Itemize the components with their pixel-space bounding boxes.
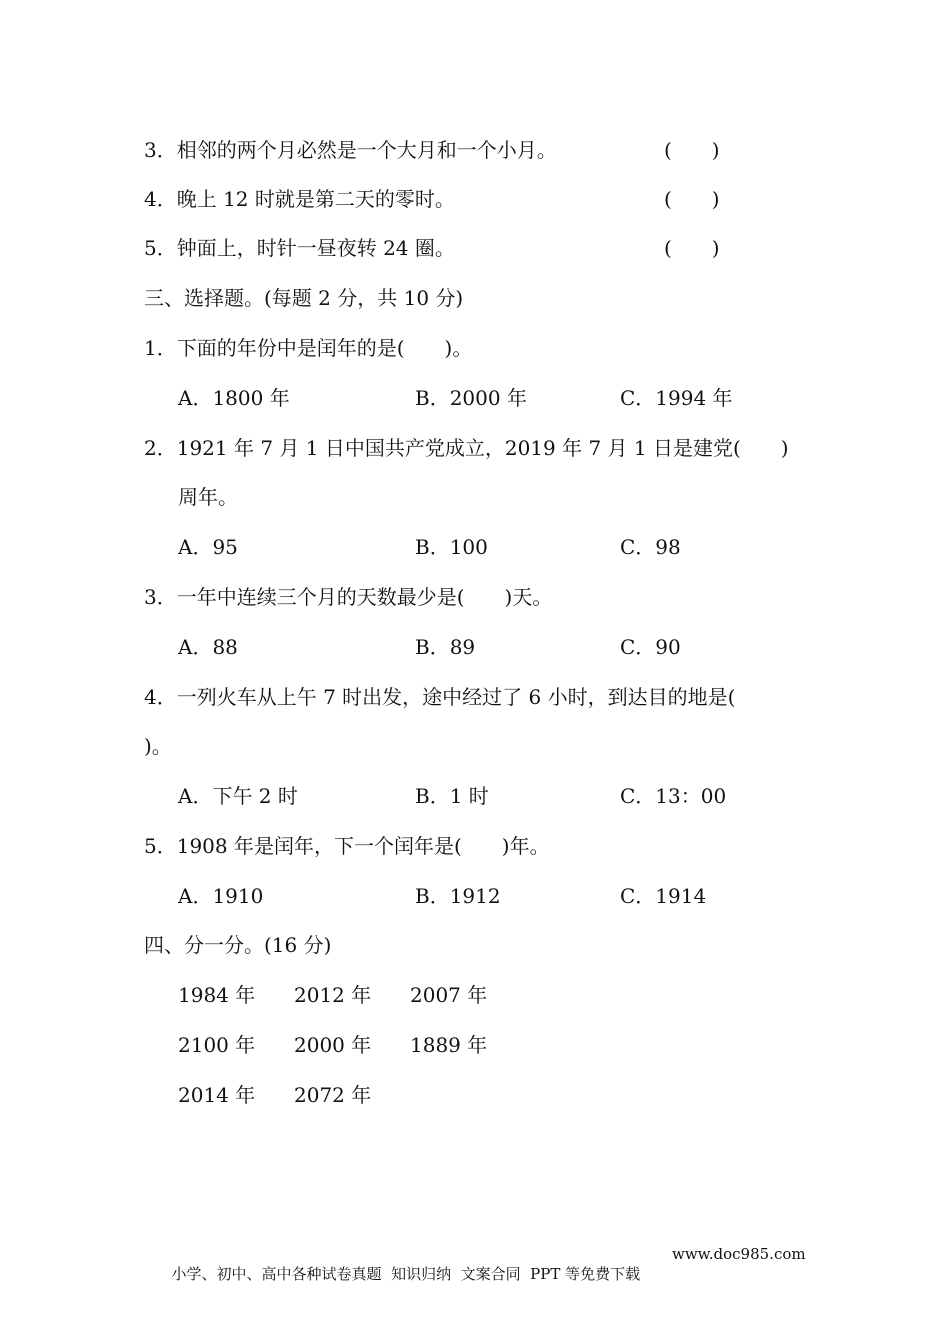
footer-text: 小学、初中、高中各种试卷真题 知识归纳 文案合同 PPT 等免费下载 (171, 1265, 641, 1283)
answer-blank-4: ( ) (664, 187, 720, 211)
choice-question-5: 5．1908 年是闰年，下一个闰年是( )年。 (144, 834, 550, 858)
answer-blank-3: ( ) (664, 138, 720, 162)
section-title-choice: 三、选择题。(每题 2 分，共 10 分) (144, 286, 464, 310)
footer (162, 1244, 806, 1304)
judge-item-5: 5．钟面上，时针一昼夜转 24 圈。 (144, 236, 455, 260)
footer-site-link[interactable]: www.doc985.com (672, 1245, 806, 1263)
choice-4-option-a: A．下午 2 时 (178, 784, 298, 808)
year-item: 1889 年 (410, 1033, 488, 1057)
choice-3-option-c: C．90 (620, 635, 681, 659)
choice-5-option-a: A．1910 (178, 884, 264, 908)
judge-item-3: 3．相邻的两个月必然是一个大月和一个小月。 (144, 138, 557, 162)
choice-1-option-c: C．1994 年 (620, 386, 733, 410)
choice-3-option-b: B．89 (415, 635, 476, 659)
choice-question-4: 4．一列火车从上午 7 时出发，途中经过了 6 小时，到达目的地是( (144, 685, 736, 709)
choice-2-option-b: B．100 (415, 535, 488, 559)
choice-1-option-a: A．1800 年 (178, 386, 290, 410)
choice-1-option-b: B．2000 年 (415, 386, 527, 410)
choice-question-3: 3．一年中连续三个月的天数最少是( )天。 (144, 585, 553, 609)
choice-question-2-cont: 周年。 (178, 485, 238, 509)
year-item: 1984 年 (178, 983, 256, 1007)
choice-5-option-c: C．1914 (620, 884, 707, 908)
choice-4-option-b: B．1 时 (415, 784, 489, 808)
year-item: 2072 年 (294, 1083, 372, 1107)
choice-question-2: 2．1921 年 7 月 1 日中国共产党成立，2019 年 7 月 1 日是建党( ) (144, 436, 789, 460)
year-item: 2000 年 (294, 1033, 372, 1057)
choice-question-4-cont: )。 (144, 734, 172, 758)
choice-3-option-a: A．88 (178, 635, 238, 659)
answer-blank-5: ( ) (664, 236, 720, 260)
year-item: 2100 年 (178, 1033, 256, 1057)
year-item: 2012 年 (294, 983, 372, 1007)
choice-5-option-b: B．1912 (415, 884, 501, 908)
choice-2-option-a: A．95 (178, 535, 238, 559)
choice-4-option-c: C．13：00 (620, 784, 727, 808)
year-item: 2007 年 (410, 983, 488, 1007)
judge-item-4: 4．晚上 12 时就是第二天的零时。 (144, 187, 455, 211)
year-item: 2014 年 (178, 1083, 256, 1107)
choice-question-1: 1．下面的年份中是闰年的是( )。 (144, 336, 473, 360)
section-title-classify: 四、分一分。(16 分) (144, 933, 332, 957)
choice-2-option-c: C．98 (620, 535, 681, 559)
